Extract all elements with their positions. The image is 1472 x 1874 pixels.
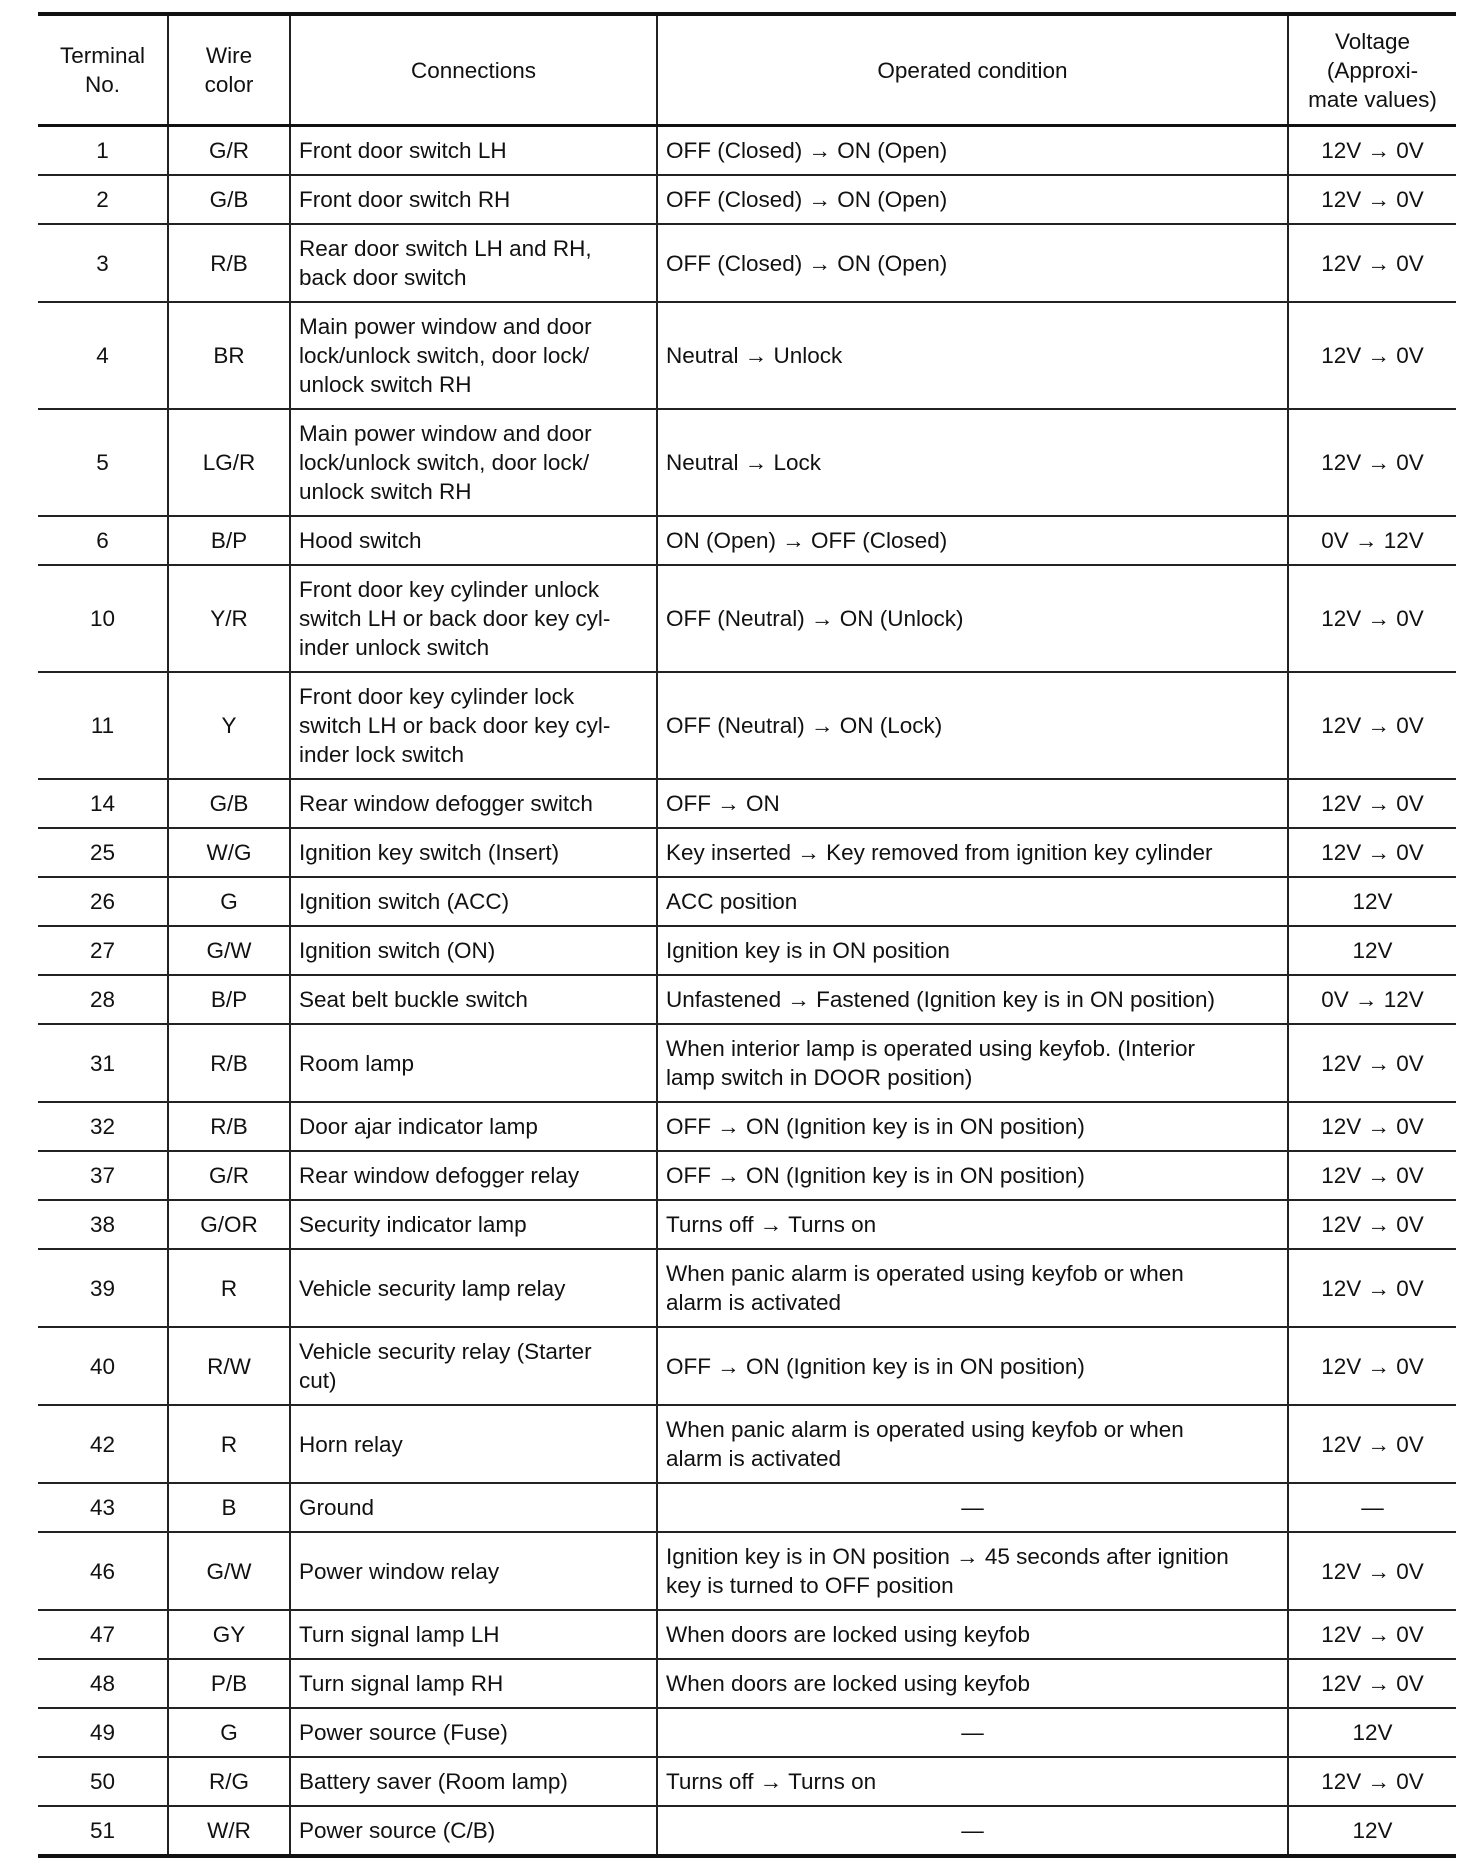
cell-connections: Rear window defogger switch: [290, 779, 657, 828]
cell-terminal-no: 25: [38, 828, 168, 877]
cell-operated-condition: ON (Open) → OFF (Closed): [657, 516, 1288, 565]
cell-voltage: 12V → 0V: [1288, 1532, 1456, 1610]
table-row: [38, 516, 1456, 565]
cell-connections: Door ajar indicator lamp: [290, 1102, 657, 1151]
cell-voltage: 12V → 0V: [1288, 1249, 1456, 1327]
cell-wire-color: G/R: [168, 126, 290, 176]
table-header: [38, 14, 1456, 126]
cell-wire-color: R: [168, 1249, 290, 1327]
cell-terminal-no: 28: [38, 975, 168, 1024]
cell-connections: Room lamp: [290, 1024, 657, 1102]
table-row: [38, 975, 1456, 1024]
cell-operated-condition: OFF → ON: [657, 779, 1288, 828]
table-row: [38, 877, 1456, 926]
cell-operated-condition: —: [657, 1806, 1288, 1856]
cell-connections: Ignition switch (ACC): [290, 877, 657, 926]
table-row: [38, 926, 1456, 975]
cell-wire-color: R/G: [168, 1757, 290, 1806]
cell-connections: Front door switch RH: [290, 175, 657, 224]
cell-operated-condition: Turns off → Turns on: [657, 1757, 1288, 1806]
cell-terminal-no: 39: [38, 1249, 168, 1327]
cell-voltage: 12V: [1288, 1806, 1456, 1856]
cell-operated-condition: Neutral → Lock: [657, 409, 1288, 516]
cell-operated-condition: OFF → ON (Ignition key is in ON position): [657, 1102, 1288, 1151]
cell-wire-color: B/P: [168, 516, 290, 565]
table-row: [38, 224, 1456, 302]
cell-voltage: 12V → 0V: [1288, 175, 1456, 224]
table-body: [38, 126, 1456, 1857]
cell-wire-color: W/G: [168, 828, 290, 877]
cell-connections: Front door key cylinder lock switch LH or back door key cyl- inder lock switch: [290, 672, 657, 779]
cell-voltage: 0V → 12V: [1288, 975, 1456, 1024]
cell-connections: Rear window defogger relay: [290, 1151, 657, 1200]
cell-wire-color: G/OR: [168, 1200, 290, 1249]
table-row: [38, 302, 1456, 409]
table-row: [38, 409, 1456, 516]
cell-operated-condition: When interior lamp is operated using keyfob. (Interior lamp switch in DOOR position): [657, 1024, 1288, 1102]
header-wire-color: Wire color: [168, 14, 290, 126]
cell-wire-color: G: [168, 1708, 290, 1757]
cell-voltage: 12V: [1288, 877, 1456, 926]
terminal-table-container: [38, 12, 1456, 1858]
cell-operated-condition: Neutral → Unlock: [657, 302, 1288, 409]
cell-terminal-no: 49: [38, 1708, 168, 1757]
cell-wire-color: G/W: [168, 1532, 290, 1610]
table-row: [38, 1708, 1456, 1757]
cell-wire-color: R/B: [168, 1024, 290, 1102]
cell-voltage: 12V: [1288, 1708, 1456, 1757]
cell-operated-condition: Key inserted → Key removed from ignition key cylinder: [657, 828, 1288, 877]
table-row: [38, 1200, 1456, 1249]
cell-operated-condition: Unfastened → Fastened (Ignition key is in ON position): [657, 975, 1288, 1024]
cell-operated-condition: When panic alarm is operated using keyfob or when alarm is activated: [657, 1249, 1288, 1327]
cell-operated-condition: OFF (Closed) → ON (Open): [657, 126, 1288, 176]
cell-connections: Power window relay: [290, 1532, 657, 1610]
cell-terminal-no: 31: [38, 1024, 168, 1102]
cell-connections: Hood switch: [290, 516, 657, 565]
cell-operated-condition: When doors are locked using keyfob: [657, 1610, 1288, 1659]
cell-connections: Ignition key switch (Insert): [290, 828, 657, 877]
cell-operated-condition: When panic alarm is operated using keyfob or when alarm is activated: [657, 1405, 1288, 1483]
table-row: [38, 1102, 1456, 1151]
cell-terminal-no: 43: [38, 1483, 168, 1532]
cell-voltage: 12V → 0V: [1288, 224, 1456, 302]
table-row: [38, 1327, 1456, 1405]
cell-voltage: 12V → 0V: [1288, 1327, 1456, 1405]
table-row: [38, 565, 1456, 672]
cell-wire-color: BR: [168, 302, 290, 409]
cell-operated-condition: —: [657, 1708, 1288, 1757]
cell-wire-color: B: [168, 1483, 290, 1532]
table-row: [38, 779, 1456, 828]
cell-voltage: 12V → 0V: [1288, 779, 1456, 828]
cell-connections: Vehicle security lamp relay: [290, 1249, 657, 1327]
table-row: [38, 1806, 1456, 1856]
cell-voltage: 12V → 0V: [1288, 1151, 1456, 1200]
cell-terminal-no: 1: [96, 138, 109, 163]
cell-terminal-no: 47: [38, 1610, 168, 1659]
cell-terminal-no: 51: [38, 1806, 168, 1856]
cell-voltage: 12V → 0V: [1288, 1024, 1456, 1102]
cell-wire-color: B/P: [168, 975, 290, 1024]
cell-wire-color: P/B: [168, 1659, 290, 1708]
cell-terminal-no: 2: [38, 175, 168, 224]
cell-operated-condition: OFF (Closed) → ON (Open): [657, 224, 1288, 302]
cell-operated-condition: OFF (Neutral) → ON (Lock): [657, 672, 1288, 779]
table-row: [38, 1249, 1456, 1327]
cell-connections: Horn relay: [290, 1405, 657, 1483]
cell-wire-color: R/B: [168, 1102, 290, 1151]
cell-terminal-no: 48: [38, 1659, 168, 1708]
table-row: [38, 828, 1456, 877]
table-row: [38, 1405, 1456, 1483]
cell-connections: Rear door switch LH and RH, back door switch: [290, 224, 657, 302]
cell-connections: Main power window and door lock/unlock switch, door lock/ unlock switch RH: [290, 302, 657, 409]
cell-terminal-no: 10: [38, 565, 168, 672]
cell-connections: Ground: [290, 1483, 657, 1532]
header-voltage: Voltage (Approxi- mate values): [1288, 14, 1456, 126]
cell-terminal-no: 3: [38, 224, 168, 302]
cell-terminal-no: 50: [38, 1757, 168, 1806]
cell-terminal-no: 46: [38, 1532, 168, 1610]
cell-connections: Seat belt buckle switch: [290, 975, 657, 1024]
cell-voltage: 12V → 0V: [1288, 828, 1456, 877]
header-row: [38, 14, 1456, 126]
cell-operated-condition: Ignition key is in ON position → 45 seconds after ignition key is turned to OFF position: [657, 1532, 1288, 1610]
table-row: [38, 175, 1456, 224]
cell-connections: Power source (C/B): [290, 1806, 657, 1856]
cell-operated-condition: When doors are locked using keyfob: [657, 1659, 1288, 1708]
cell-terminal-no: 27: [38, 926, 168, 975]
cell-wire-color: W/R: [168, 1806, 290, 1856]
cell-wire-color: G/R: [168, 1151, 290, 1200]
cell-terminal-no: 37: [38, 1151, 168, 1200]
cell-terminal-no: 4: [38, 302, 168, 409]
table-row: [38, 1610, 1456, 1659]
cell-terminal-no: 38: [38, 1200, 168, 1249]
cell-wire-color: Y/R: [168, 565, 290, 672]
cell-operated-condition: OFF → ON (Ignition key is in ON position): [657, 1151, 1288, 1200]
table-row: [38, 1151, 1456, 1200]
cell-operated-condition: OFF (Closed) → ON (Open): [657, 175, 1288, 224]
cell-terminal-no: 40: [38, 1327, 168, 1405]
cell-connections: Turn signal lamp RH: [290, 1659, 657, 1708]
cell-terminal-no: 6: [38, 516, 168, 565]
cell-voltage: 12V → 0V: [1288, 302, 1456, 409]
cell-terminal-no: 11: [38, 672, 168, 779]
cell-connections: Power source (Fuse): [290, 1708, 657, 1757]
cell-voltage: 12V → 0V: [1288, 1610, 1456, 1659]
table-row: [38, 1532, 1456, 1610]
cell-terminal-no: 5: [38, 409, 168, 516]
cell-connections: Main power window and door lock/unlock switch, door lock/ unlock switch RH: [290, 409, 657, 516]
table-row: [38, 1659, 1456, 1708]
cell-operated-condition: Ignition key is in ON position: [657, 926, 1288, 975]
table-row: [38, 672, 1456, 779]
cell-wire-color: R: [168, 1405, 290, 1483]
cell-wire-color: R/W: [168, 1327, 290, 1405]
cell-operated-condition: OFF (Neutral) → ON (Unlock): [657, 565, 1288, 672]
cell-voltage: 12V → 0V: [1288, 1200, 1456, 1249]
cell-connections: Front door switch LH: [290, 126, 657, 176]
cell-wire-color: GY: [168, 1610, 290, 1659]
cell-terminal-no: 32: [38, 1102, 168, 1151]
cell-terminal-no: 26: [38, 877, 168, 926]
header-operated-condition: Operated condition: [657, 14, 1288, 126]
cell-operated-condition: ACC position: [657, 877, 1288, 926]
cell-wire-color: G/W: [168, 926, 290, 975]
cell-terminal-no: 42: [38, 1405, 168, 1483]
cell-voltage: 12V → 0V: [1288, 1405, 1456, 1483]
terminal-table: [38, 12, 1456, 1858]
cell-operated-condition: OFF → ON (Ignition key is in ON position): [657, 1327, 1288, 1405]
cell-connections: Security indicator lamp: [290, 1200, 657, 1249]
table-row: [38, 1757, 1456, 1806]
header-connections: Connections: [290, 14, 657, 126]
cell-voltage: 12V → 0V: [1288, 1102, 1456, 1151]
cell-connections: Vehicle security relay (Starter cut): [290, 1327, 657, 1405]
cell-voltage: 0V → 12V: [1288, 516, 1456, 565]
cell-wire-color: G/B: [168, 779, 290, 828]
cell-operated-condition: Turns off → Turns on: [657, 1200, 1288, 1249]
cell-voltage: 12V → 0V: [1288, 672, 1456, 779]
cell-wire-color: G: [168, 877, 290, 926]
cell-wire-color: Y: [168, 672, 290, 779]
cell-voltage: 12V → 0V: [1288, 126, 1456, 176]
table-row: [38, 1483, 1456, 1532]
cell-wire-color: R/B: [168, 224, 290, 302]
cell-connections: Front door key cylinder unlock switch LH or back door key cyl- inder unlock switch: [290, 565, 657, 672]
table-row: [38, 1024, 1456, 1102]
cell-voltage: 12V: [1288, 926, 1456, 975]
cell-voltage: —: [1288, 1483, 1456, 1532]
cell-terminal-no: 14: [38, 779, 168, 828]
cell-wire-color: LG/R: [168, 409, 290, 516]
cell-voltage: 12V → 0V: [1288, 1659, 1456, 1708]
cell-connections: Battery saver (Room lamp): [290, 1757, 657, 1806]
table-row: [38, 126, 1456, 176]
cell-wire-color: G/B: [168, 175, 290, 224]
cell-operated-condition: —: [657, 1483, 1288, 1532]
cell-connections: Turn signal lamp LH: [290, 1610, 657, 1659]
cell-voltage: 12V → 0V: [1288, 409, 1456, 516]
cell-voltage: 12V → 0V: [1288, 1757, 1456, 1806]
cell-voltage: 12V → 0V: [1288, 565, 1456, 672]
header-terminal-no: Terminal No.: [38, 14, 168, 126]
cell-connections: Ignition switch (ON): [290, 926, 657, 975]
